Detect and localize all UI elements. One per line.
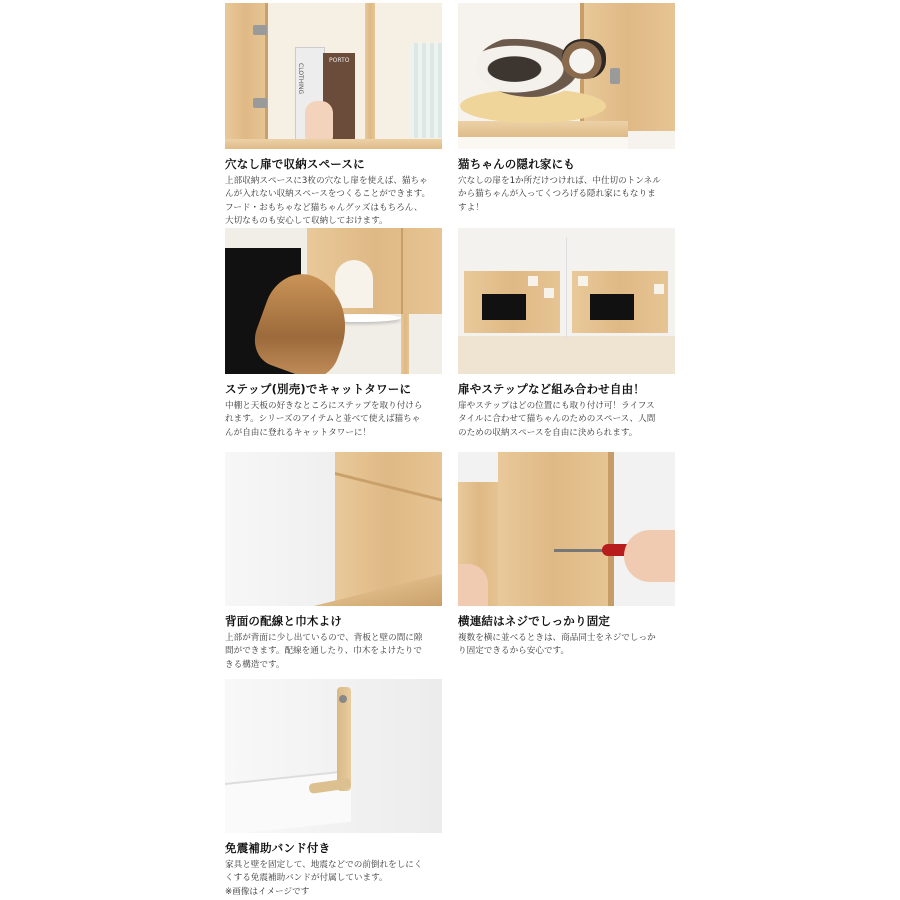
feature-title: 背面の配線と巾木よけ: [225, 614, 342, 628]
feature-card-hideaway: [458, 3, 675, 215]
feature-description: 穴なしの扉を1か所だけつければ、中仕切のトンネル から猫ちゃんが入ってくつろげる隠れ家にもなりま すよ！: [458, 176, 661, 213]
cat-head: [562, 39, 606, 79]
feature-description: 複数を横に並べるときは、商品同士をネジでしっか り固定できるから安心です。: [458, 633, 656, 657]
tv-image: [590, 294, 634, 320]
feature-description: 上部収納スペースに3枚の穴なし扉を使えば、猫ちゃ んが入れない収納スペースをつくることができます。 フード・おもちゃなど猫ちゃんグッズはもちろん、 大切なものも安心して収納しておけます。: [225, 176, 431, 227]
feature-card-combinations: [458, 228, 675, 440]
hand-image: [624, 530, 675, 582]
feature-card-cat-tower: [225, 228, 442, 440]
feature-title: 穴なし扉で収納スペースに: [225, 157, 365, 171]
screwdriver-shaft: [554, 549, 604, 552]
hand-image: [305, 101, 333, 141]
photo-closed-door-storage: [225, 3, 442, 149]
feature-title: 横連結はネジでしっかり固定: [458, 614, 611, 628]
photo-cat-hideaway: [458, 3, 675, 149]
photo-cat-step: [225, 228, 442, 374]
feature-title: ステップ(別売)でキャットタワーに: [225, 382, 412, 396]
feature-card-anti-tip-band: [225, 679, 442, 899]
hinge-icon: [253, 25, 267, 35]
door-cat-hole: [335, 260, 373, 308]
feature-description: 家具と壁を固定して、地震などでの前倒れをしにく くする免震補助バンドが付属しています。 ※画像はイメージです: [225, 860, 423, 897]
book-cover-label: PORTO: [329, 57, 350, 64]
book-spine-label: CLOTHING: [297, 63, 304, 95]
photo-layout-variations: [458, 228, 675, 374]
tv-image: [482, 294, 526, 320]
hinge-icon: [610, 68, 620, 84]
feature-card-back-wiring: [225, 452, 442, 672]
feature-title: 免震補助バンド付き: [225, 841, 331, 855]
photo-back-gap: [225, 452, 442, 606]
hinge-icon: [253, 98, 267, 108]
feature-title: 猫ちゃんの隠れ家にも: [458, 157, 575, 171]
photo-screw-fixing: [458, 452, 675, 606]
feature-card-screw-fix: [458, 452, 675, 659]
feature-description: 中棚と天板の好きなところにステップを取り付けら れます。シリーズのアイテムと並べて使えば猫ちゃ んが自由に登れるキャットタワーに！: [225, 401, 423, 438]
feature-card-storage: [225, 3, 442, 229]
screw-icon: [339, 695, 347, 703]
feature-description: 扉やステップはどの位置にも取り付け可！ライフス タイルに合わせて猫ちゃんのためのスペース、人間 のための収納スペースを自由に決められます。: [458, 401, 656, 438]
feature-title: 扉やステップなど組み合わせ自由！: [458, 382, 645, 396]
feature-description: 上部が背面に少し出ているので、背板と壁の間に隙 間ができます。配線を通したり、巾木をよけたりで きる構造です。: [225, 633, 423, 670]
photo-anti-tip-band: [225, 679, 442, 833]
